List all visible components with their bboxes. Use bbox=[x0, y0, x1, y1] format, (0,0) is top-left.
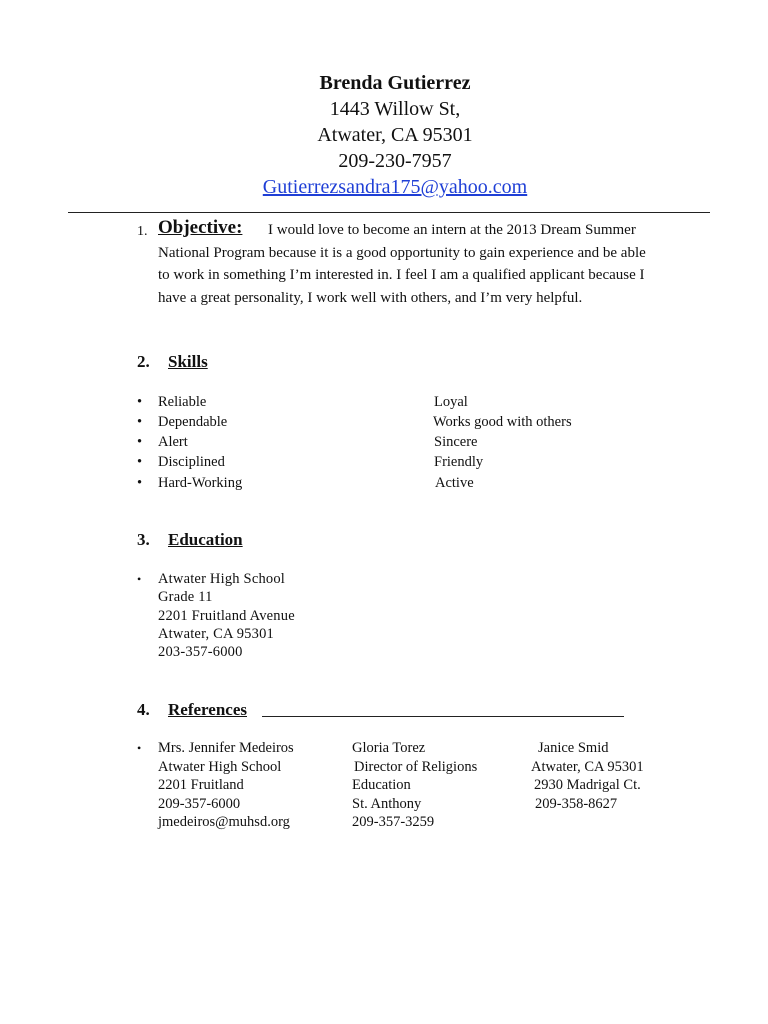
reference-3 bbox=[531, 739, 644, 813]
objective-heading: Objective: bbox=[158, 217, 243, 238]
references-number: 4. bbox=[137, 700, 150, 719]
skill-item: Friendly bbox=[434, 454, 484, 470]
reference-line: 209-357-3259 bbox=[352, 814, 435, 830]
skill-item: Works good with others bbox=[433, 414, 572, 430]
references-title: References bbox=[168, 700, 247, 719]
skills-number: 2. bbox=[137, 352, 150, 371]
skill-item: Alert bbox=[158, 434, 188, 450]
school-phone: 203-357-6000 bbox=[158, 644, 243, 661]
reference-line: 2201 Fruitland bbox=[158, 777, 244, 793]
skill-item: Sincere bbox=[434, 434, 478, 450]
reference-line: Atwater High School bbox=[158, 758, 282, 775]
bullet-icon: • bbox=[137, 454, 143, 470]
contact-header bbox=[0, 70, 768, 200]
references-heading bbox=[137, 700, 247, 720]
reference-line: jmedeiros@muhsd.org bbox=[158, 814, 290, 830]
reference-line: St. Anthony bbox=[352, 795, 422, 812]
reference-line: Janice Smid bbox=[538, 740, 609, 756]
skill-item: Hard-Working bbox=[158, 475, 243, 491]
skills-title: Skills bbox=[168, 352, 208, 371]
school-name: Atwater High School bbox=[158, 571, 286, 587]
reference-line: Mrs. Jennifer Medeiros bbox=[158, 740, 294, 756]
reference-line: Atwater, CA 95301 bbox=[531, 758, 644, 775]
applicant-name: Brenda Gutierrez bbox=[319, 72, 471, 94]
skill-item: Reliable bbox=[158, 394, 207, 410]
reference-line: 209-358-8627 bbox=[535, 795, 618, 812]
education-entry bbox=[158, 570, 295, 661]
education-number: 3. bbox=[137, 530, 150, 549]
reference-line: 2930 Madrigal Ct. bbox=[534, 777, 641, 793]
bullet-icon: • bbox=[137, 394, 143, 410]
bullet-icon: • bbox=[137, 741, 142, 755]
reference-line: 209-357-6000 bbox=[158, 795, 241, 812]
bullet-icon: • bbox=[137, 414, 143, 430]
city-state-zip: Atwater, CA 95301 bbox=[317, 124, 473, 146]
objective-number: 1. bbox=[137, 224, 148, 239]
skill-item: Active bbox=[435, 475, 474, 491]
phone-number: 209-230-7957 bbox=[338, 150, 452, 172]
skill-item: Disciplined bbox=[158, 454, 225, 470]
education-heading bbox=[137, 530, 243, 550]
street-address: 1443 Willow St, bbox=[329, 98, 461, 120]
header-divider bbox=[68, 212, 710, 213]
skill-item: Dependable bbox=[158, 414, 228, 430]
reference-line: Director of Religions bbox=[354, 758, 478, 775]
bullet-icon: • bbox=[137, 434, 143, 450]
bullet-icon: • bbox=[137, 572, 142, 586]
school-street: 2201 Fruitland Avenue bbox=[158, 607, 295, 624]
bullet-icon: • bbox=[137, 475, 143, 491]
grade: Grade 11 bbox=[158, 589, 213, 606]
education-title: Education bbox=[168, 530, 243, 549]
email-link[interactable]: Gutierrezsandra175@yahoo.com bbox=[262, 176, 528, 198]
reference-2 bbox=[352, 739, 477, 832]
objective-text: I would love to become an intern at the 2013 Dream Summer National Program because it is a good opportunity to gain experience and be able to work in something I’m interested in. I feel I am a qualified applicant because I have a great personality, I work well with others, and I’m very helpful. bbox=[158, 222, 646, 306]
school-city: Atwater, CA 95301 bbox=[158, 625, 274, 642]
references-underline bbox=[262, 716, 624, 717]
skills-heading bbox=[137, 352, 208, 372]
reference-line: Gloria Torez bbox=[352, 740, 426, 756]
reference-line: Education bbox=[352, 777, 411, 793]
reference-1 bbox=[158, 739, 294, 832]
skill-item: Loyal bbox=[434, 394, 468, 410]
